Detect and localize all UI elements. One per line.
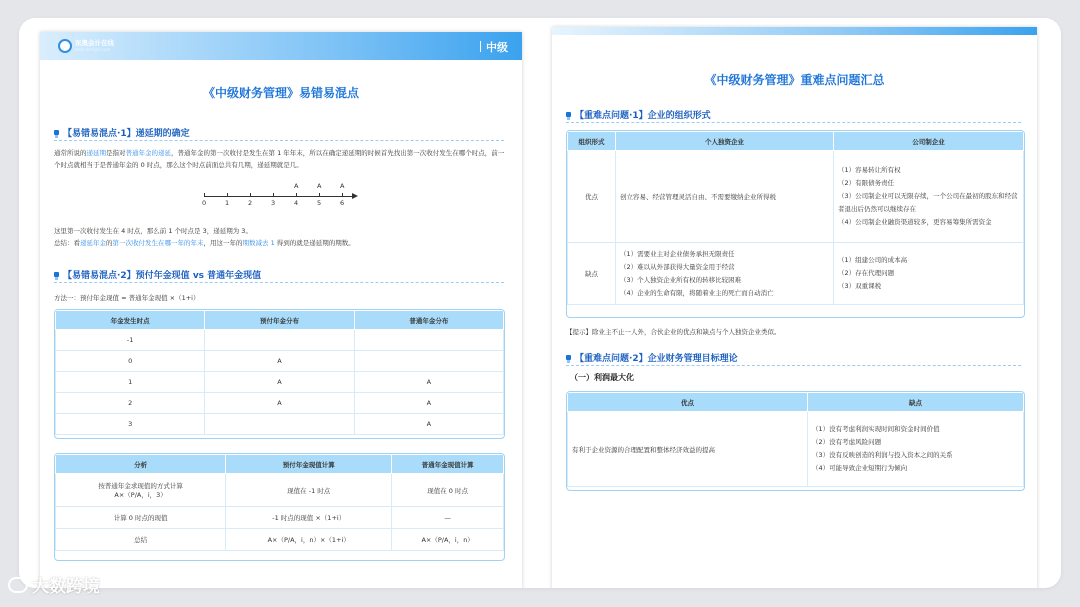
paragraph-deferral-definition: 通常所说的递延期是指对普通年金的递延，普通年金的第一次收付是发生在第 1 年年末，所以在确定递延期的时候首先找出第一次收付发生在哪个时点，前一个时点就相当于是普通年金的 0 时点，那么这个时点前面总共有几期，递延期就是几。 bbox=[54, 149, 505, 169]
table-row: 优点 创立容易、经营管理灵活自由、不需要缴纳企业所得税 （1）容易转让所有权 （2）有限债务责任 （3）公司制企业可以无限存续，一个公司在最初的股东和经营者退出后仍然可以继续存在 （4）公司制企业融资渠道较多，更容易筹集所需资金 bbox=[568, 151, 1024, 243]
table-header: 分析 bbox=[56, 455, 226, 474]
right-document-page bbox=[552, 27, 1037, 588]
table-row: 2 A A bbox=[56, 393, 504, 414]
paragraph-first-payment: 这里第一次收付发生在 4 时点，那么前 1 个时点是 3，递延期为 3。 bbox=[54, 227, 252, 235]
section-heading-text: 【易错易混点·1】递延期的确定 bbox=[63, 129, 190, 139]
left-document-page bbox=[40, 32, 522, 588]
table-row: 有利于企业资源的合理配置和整体经济效益的提高 （1）没有考虑利润实现时间和资金时间价值 （2）没有考虑风险问题 （3）没有反映创造的利润与投入资本之间的关系 （4）可能导致企业短期行为倾向 bbox=[568, 412, 1024, 487]
table-row: 1 A A bbox=[56, 372, 504, 393]
table-row: 3 A bbox=[56, 414, 504, 435]
section-heading-text: 【重难点问题·1】企业的组织形式 bbox=[575, 111, 711, 121]
table-header: 组织形式 bbox=[568, 132, 616, 151]
section-heading-1 bbox=[54, 126, 190, 139]
annuity-mark: A bbox=[317, 182, 322, 190]
section-heading-2 bbox=[566, 351, 738, 364]
axis-tick-label: 0 bbox=[202, 199, 207, 207]
section-divider bbox=[54, 282, 504, 283]
axis-tick-label: 5 bbox=[317, 199, 322, 207]
section-marker-icon bbox=[54, 272, 59, 277]
table-header: 普通年金分布 bbox=[354, 311, 503, 330]
table-header: 预付年金分布 bbox=[205, 311, 354, 330]
section-heading-text: 【重难点问题·2】企业财务管理目标理论 bbox=[575, 354, 738, 364]
section-marker-icon bbox=[566, 112, 571, 117]
logo-text: 东奥会计在线 bbox=[75, 39, 114, 47]
annuity-mark: A bbox=[294, 182, 299, 190]
axis-tick-label: 3 bbox=[271, 199, 276, 207]
header-band bbox=[552, 27, 1037, 35]
section-marker-icon bbox=[566, 355, 571, 360]
table-row: 计算 0 时点的现值 -1 时点的现值 ×（1+i） — bbox=[56, 507, 504, 529]
table-header: 缺点 bbox=[808, 393, 1024, 412]
section-heading-1 bbox=[566, 108, 711, 121]
axis-tick-label: 4 bbox=[294, 199, 299, 207]
table-row: -1 bbox=[56, 330, 504, 351]
watermark-icon bbox=[8, 577, 28, 593]
section-heading-2 bbox=[54, 268, 261, 281]
table-header: 公司制企业 bbox=[834, 132, 1024, 151]
brand-logo bbox=[58, 39, 114, 53]
section-divider bbox=[54, 140, 504, 141]
table-row: 缺点 （1）需要业主对企业债务承担无限责任 （2）难以从外部获得大量资金用于经营 （3）个人独资企业所有权的转移比较困难 （4）企业的生命有限，将随着业主的死亡而自动消亡 （1）组建公司的成本高 （2）存在代理问题 （3）双重课税 bbox=[568, 243, 1024, 305]
page-title: 《中级财务管理》易错易混点 bbox=[202, 86, 359, 100]
table-row: 按普通年金求现值的方式计算 A×（P/A，i，3） 现值在 -1 时点 现值在 0 时点 bbox=[56, 474, 504, 507]
section-divider bbox=[566, 122, 1021, 123]
table-row: 0 A bbox=[56, 351, 504, 372]
content-card bbox=[19, 18, 1061, 588]
tip-note: 【提示】除业主不止一人外，合伙企业的优点和缺点与个人独资企业类似。 bbox=[566, 328, 781, 336]
table-header: 优点 bbox=[568, 393, 808, 412]
axis-tick-label: 6 bbox=[340, 199, 345, 207]
page-title: 《中级财务管理》重难点问题汇总 bbox=[704, 73, 885, 87]
annuity-distribution-table bbox=[54, 309, 505, 439]
annuity-mark: A bbox=[340, 182, 345, 190]
timeline-axis bbox=[204, 182, 364, 214]
table-header: 普通年金现值计算 bbox=[392, 455, 504, 474]
paragraph-summary: 总结：看递延年金的第一次收付发生在哪一年的年末，用这一年的期数减去 1 得到的就是递延期的期数。 bbox=[54, 239, 355, 247]
level-label: 中级 bbox=[480, 39, 508, 55]
table-row: 总结 A×（P/A，i，n）×（1+i） A×（P/A，i，n） bbox=[56, 529, 504, 551]
profit-maximization-table bbox=[566, 391, 1025, 491]
logo-icon bbox=[58, 39, 72, 53]
logo-subtext: www.dongao.com bbox=[75, 47, 111, 52]
watermark-text: 大数跨境 bbox=[32, 577, 100, 597]
subsection-heading: （一）利润最大化 bbox=[570, 373, 634, 382]
method-formula: 方法一：预付年金现值 = 普通年金现值 ×（1+i） bbox=[54, 294, 200, 302]
table-header: 个人独资企业 bbox=[616, 132, 834, 151]
section-heading-text: 【易错易混点·2】预付年金现值 vs 普通年金现值 bbox=[63, 271, 262, 281]
organization-form-table bbox=[566, 130, 1025, 318]
section-divider bbox=[566, 365, 1021, 366]
table-header: 年金发生时点 bbox=[56, 311, 205, 330]
watermark-logo bbox=[8, 572, 100, 597]
table-header: 预付年金现值计算 bbox=[226, 455, 392, 474]
present-value-comparison-table bbox=[54, 453, 505, 561]
section-marker-icon bbox=[54, 130, 59, 135]
axis-tick-label: 1 bbox=[225, 199, 230, 207]
axis-tick-label: 2 bbox=[248, 199, 253, 207]
